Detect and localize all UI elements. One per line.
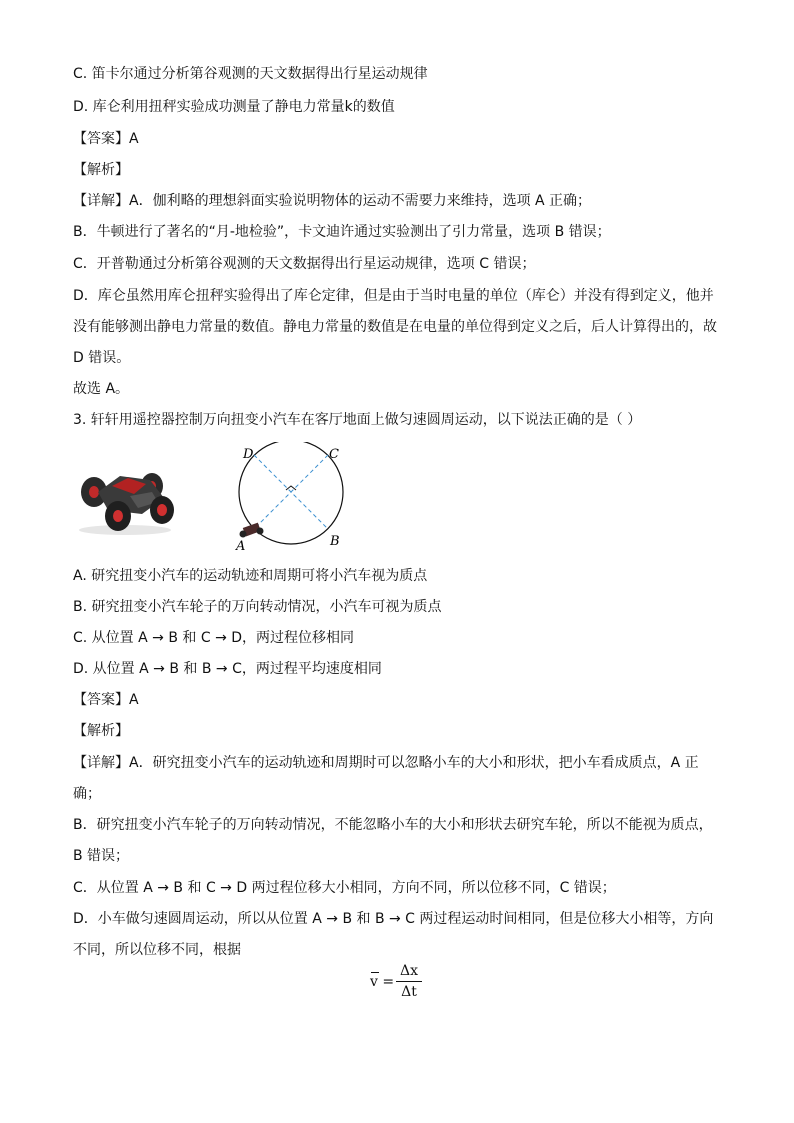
- detail-c: C．开普勒通过分析第谷观测的天文数据得出行星运动规律，选项 C 错误；: [73, 256, 536, 272]
- detail-d-2: 没有能够测出静电力常量的数值。静电力常量的数值是在电量的单位得到定义之后，后人计算得出的，故: [73, 319, 717, 335]
- detail-a: 【详解】A．伽利略的理想斜面实验说明物体的运动不需要力来维持，选项 A 正确；: [73, 193, 592, 209]
- toy-car-image: [72, 462, 178, 538]
- option-d: D. 从位置 A → B 和 B → C，两过程平均速度相同: [73, 661, 382, 677]
- detail-a-1: 【详解】A．研究扭变小汽车的运动轨迹和周期时可以忽略小车的大小和形状，把小车看成质点，A 正: [73, 755, 699, 771]
- option-b: B. 研究扭变小汽车轮子的万向转动情况，小汽车可视为质点: [73, 599, 442, 615]
- fraction-bar: [396, 981, 422, 982]
- label-d: D: [243, 447, 254, 462]
- label-b: B: [330, 534, 340, 549]
- answer-label: 【答案】A: [73, 131, 139, 147]
- detail-c-2: C．从位置 A → B 和 C → D 两过程位移大小相同，方向不同，所以位移不同，C 错误；: [73, 880, 616, 896]
- analysis-label: 【解析】: [73, 162, 129, 178]
- car-wheel-front-right: [150, 496, 174, 524]
- average-velocity-formula: [370, 962, 430, 1006]
- question-3: 3. 轩轩用遥控器控制万向扭变小汽车在客厅地面上做匀速圆周运动，以下说法正确的是（ ）: [73, 412, 642, 428]
- circle-diagram: [230, 442, 355, 557]
- option-c: C. 从位置 A → B 和 C → D，两过程位移相同: [73, 630, 355, 646]
- analysis-label-2: 【解析】: [73, 723, 129, 739]
- formula-denominator: Δt: [401, 984, 417, 1000]
- option-c-text: C. 笛卡尔通过分析第谷观测的天文数据得出行星运动规律: [73, 66, 428, 82]
- detail-b-2: B 错误；: [73, 848, 130, 864]
- option-a: A. 研究扭变小汽车的运动轨迹和周期可将小汽车视为质点: [73, 568, 428, 584]
- detail-d-1: D．库仑虽然用库仑扭秤实验得出了库仑定律，但是由于当时电量的单位（库仑）并没有得到定义，他并: [73, 288, 714, 304]
- formula-lhs: v =: [370, 974, 395, 990]
- option-d-text: D. 库仑利用扭秤实验成功测量了静电力常量k的数值: [73, 99, 395, 115]
- detail-d-a: D．小车做匀速圆周运动，所以从位置 A → B 和 B → C 两过程运动时间相同，但是位移大小相等，方向: [73, 911, 714, 927]
- detail-b-1: B．研究扭变小汽车轮子的万向转动情况，不能忽略小车的大小和形状去研究车轮，所以不能视为质点，: [73, 817, 713, 833]
- label-c: C: [329, 447, 339, 462]
- conclusion: 故选 A。: [73, 381, 130, 397]
- small-car-icon: [240, 523, 264, 538]
- label-a: A: [236, 539, 246, 554]
- detail-d-3: D 错误。: [73, 350, 131, 366]
- car-wheel-front-left: [105, 501, 131, 531]
- detail-d-b: 不同，所以位移不同，根据: [73, 942, 241, 958]
- detail-b: B．牛顿进行了著名的“月-地检验”，卡文迪许通过实验测出了引力常量，选项 B 错误；: [73, 224, 611, 240]
- formula-numerator: Δx: [399, 963, 418, 979]
- detail-a-2: 确；: [73, 786, 101, 802]
- formula-fraction: [396, 962, 422, 1001]
- formula-overbar: [371, 972, 379, 973]
- answer-label-2: 【答案】A: [73, 692, 139, 708]
- right-angle-mark: [286, 486, 296, 490]
